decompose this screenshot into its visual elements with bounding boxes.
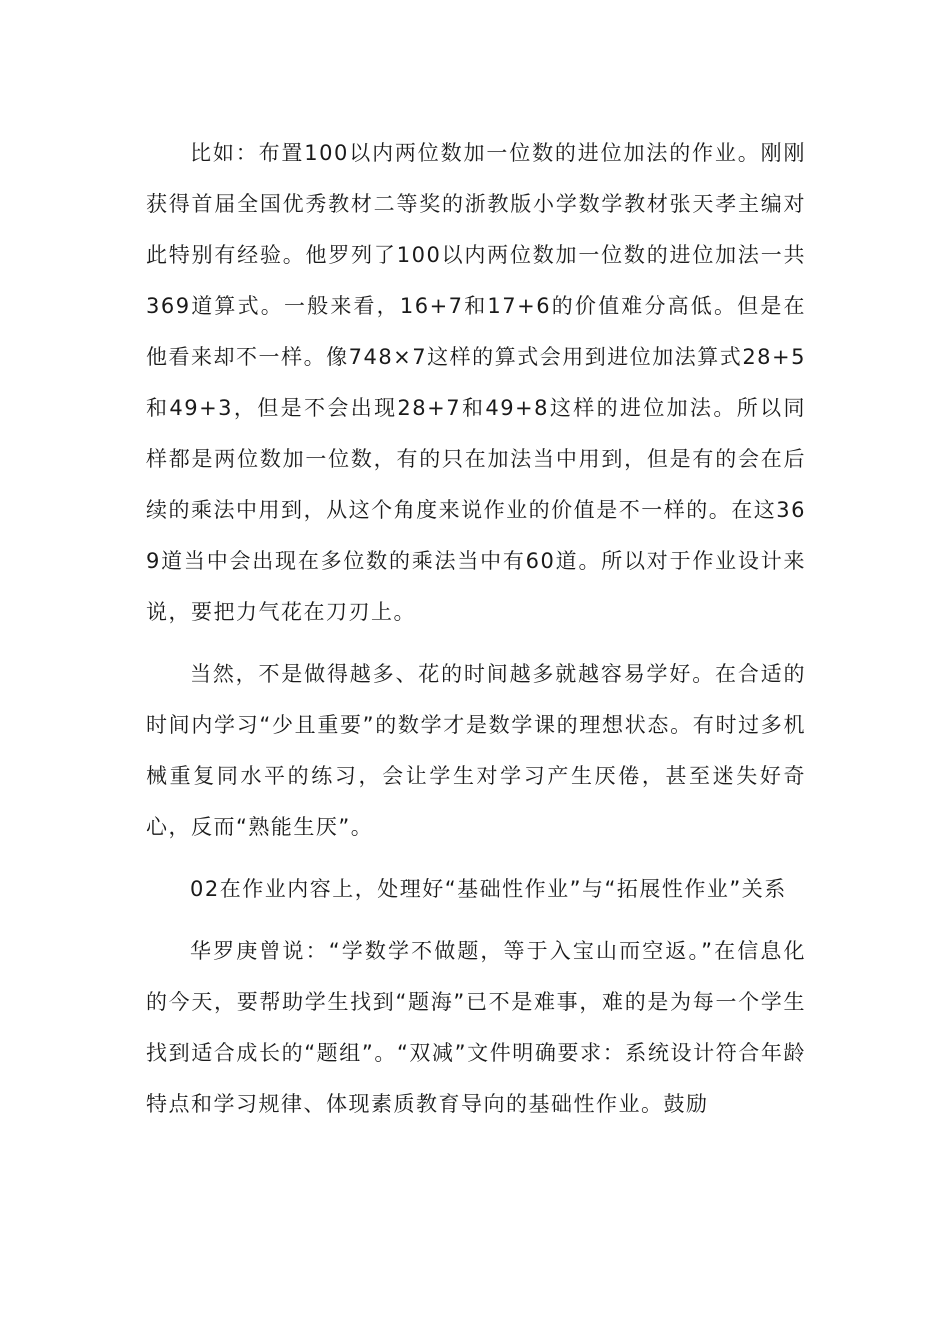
section-heading-02: 02在作业内容上，处理好“基础性作业”与“拓展性作业”关系 bbox=[190, 877, 787, 901]
paragraph-less-is-more: 当然，不是做得越多、花的时间越多就越容易学好。在合适的时间内学习“少且重要”的数学才是数学课的理想状态。有时过多机械重复同水平的练习，会让学生对学习产生厌倦，甚至迷失好奇心，反而“熟能生厌”。 bbox=[146, 662, 806, 839]
paragraph-hua-luogeng: 华罗庚曾说：“学数学不做题，等于入宝山而空返。”在信息化的今天，要帮助学生找到“题海”已不是难事，难的是为每一个学生找到适合成长的“题组”。“双减”文件明确要求：系统设计符合年龄特点和学习规律、体现素质教育导向的基础性作业。鼓励 bbox=[146, 939, 806, 1116]
paragraph-example-homework: 比如：布置100以内两位数加一位数的进位加法的作业。刚刚获得首届全国优秀教材二等奖的浙教版小学数学教材张天孝主编对此特别有经验。他罗列了100以内两位数加一位数的进位加法一共369道算式。一般来看，16+7和17+6的价值难分高低。但是在他看来却不一样。像748×7这样的算式会用到进位加法算式28+5和49+3，但是不会出现28+7和49+8这样的进位加法。所以同样都是两位数加一位数，有的只在加法当中用到，但是有的会在后续的乘法中用到，从这个角度来说作业的价值是不一样的。在这369道当中会出现在多位数的乘法当中有60道。所以对于作业设计来说，要把力气花在刀刃上。 bbox=[146, 141, 806, 624]
document-body bbox=[146, 128, 806, 1141]
